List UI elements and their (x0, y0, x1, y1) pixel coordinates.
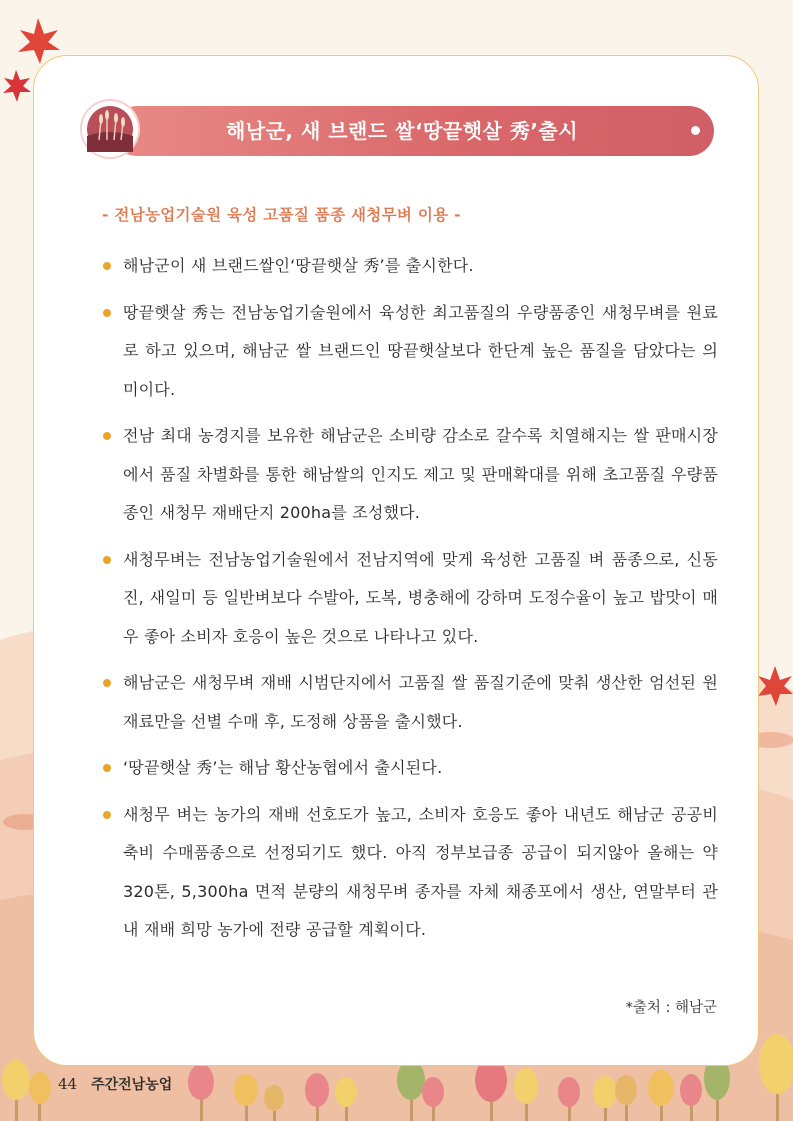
bullet-item (100, 247, 718, 286)
bullet-text: 해남군은 새청무벼 재배 시범단지에서 고품질 쌀 품질기준에 맞춰 생산한 엄선된 원재료만을 선별 수매 후, 도정해 상품을 출시했다. (123, 673, 718, 731)
page-footer (58, 1074, 172, 1094)
publication-name: 주간전남농업 (91, 1077, 173, 1093)
bullet-text: 전남 최대 농경지를 보유한 해남군은 소비량 감소로 갈수록 치열해지는 쌀 판매시장에서 품질 차별화를 통한 해남쌀의 인지도 제고 및 판매확대를 위해 초고품질 우량품종인 새청무 재배단지 200ha를 조성했다. (123, 426, 718, 522)
bullet-dot-icon (103, 432, 111, 440)
bullet-dot-icon (103, 262, 111, 270)
bullet-item (100, 796, 718, 950)
source-credit: *출처 : 해남군 (625, 1000, 717, 1016)
bullet-text: 해남군이 새 브랜드쌀인‘땅끝햇살 秀’를 출시한다. (123, 256, 474, 275)
banner-dot-icon (691, 126, 700, 135)
bullet-dot-icon (103, 309, 111, 317)
bullet-dot-icon (103, 556, 111, 564)
bullet-dot-icon (103, 764, 111, 772)
bullet-item (100, 664, 718, 741)
bullet-text: 땅끝햇살 秀는 전남농업기술원에서 육성한 최고품질의 우량품종인 새청무벼를 원료로 하고 있으며, 해남군 쌀 브랜드인 땅끝햇살보다 한단계 높은 품질을 담았다는 의미이다. (123, 302, 718, 399)
bullet-item (100, 749, 718, 788)
bullet-dot-icon (103, 679, 111, 687)
bullet-dot-icon (103, 811, 111, 819)
bullet-item (100, 294, 718, 410)
maple-leaf-icon (3, 70, 31, 102)
subtitle: - 전남농업기술원 육성 고품질 품종 새청무벼 이용 - (102, 206, 461, 224)
page-number: 44 (58, 1075, 78, 1093)
bullet-item (100, 541, 718, 657)
bullet-text: 새청무벼는 전남농업기술원에서 전남지역에 맞게 육성한 고품질 벼 품종으로, 신동진, 새일미 등 일반벼보다 수발아, 도복, 병충해에 강하며 도정수율이 높고 밥맛이 매우 좋아 소비자 호응이 높은 것으로 나타나고 있다. (123, 549, 718, 646)
title-banner (86, 106, 714, 156)
rice-plant-icon (87, 106, 133, 152)
bullet-item (100, 417, 718, 533)
rice-field-emblem (82, 101, 138, 157)
bullet-text: ‘땅끝햇살 秀’는 해남 황산농협에서 출시된다. (123, 758, 443, 777)
bullet-list (100, 247, 718, 958)
page-title: 해남군, 새 브랜드 쌀‘땅끝햇살 秀’출시 (225, 119, 579, 143)
bullet-text: 새청무 벼는 농가의 재배 선호도가 높고, 소비자 호응도 좋아 내년도 해남군 공공비축비 수매품종으로 선정되기도 했다. 아직 정부보급종 공급이 되지않아 올해는 약 320톤, 5,300ha 면적 분량의 새청무벼 종자를 자체 채종포에서 생산, 연말부터 관내 재배 희망 농가에 전량 공급할 계획이다. (123, 804, 718, 939)
